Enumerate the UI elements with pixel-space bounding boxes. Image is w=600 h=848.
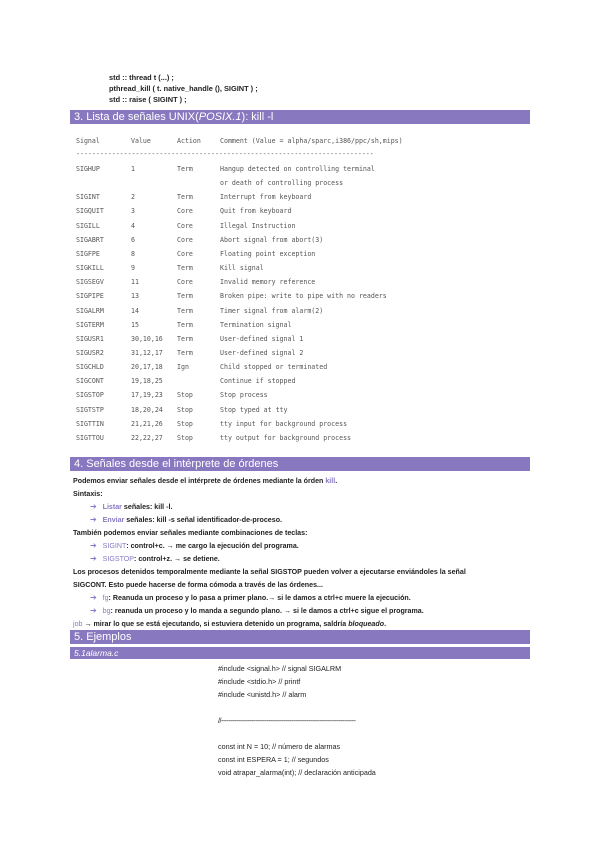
code-line: pthread_kill ( t. native_handle (), SIGINT ) ; — [109, 84, 258, 93]
comment-cell: Stop process — [220, 391, 268, 400]
signal-cell: SIGQUIT — [76, 207, 104, 216]
comment-cell: Abort signal from abort(3) — [220, 235, 324, 244]
comment-cell: Illegal Instruction — [220, 221, 296, 230]
action-cell: Term — [177, 165, 193, 173]
action-cell: Core — [177, 207, 193, 216]
comment-cell: tty output for background process — [220, 433, 352, 442]
value-cell: 20,17,18 — [131, 363, 163, 372]
action-cell: Core — [177, 249, 193, 258]
action-cell: Term — [177, 292, 193, 301]
action-cell: Core — [177, 235, 193, 244]
code-line: #include <signal.h> // signal SIGALRM — [218, 664, 342, 673]
action-cell: Stop — [177, 433, 193, 442]
value-cell: 18,20,24 — [131, 405, 163, 414]
value-cell: 22,22,27 — [131, 433, 163, 442]
comment-cell: or death of controlling process — [220, 179, 344, 188]
fg-link[interactable]: fg — [102, 594, 109, 602]
value-cell: 14 — [131, 306, 139, 315]
value-cell: 4 — [131, 221, 135, 230]
arrow-right-icon: ➔ — [90, 515, 97, 524]
code-line: const int ESPERA = 1; // segundos — [218, 755, 329, 764]
code-line: #include <stdio.h> // printf — [218, 677, 301, 686]
table-separator: --------------------------------------------------------------------------- — [76, 150, 374, 158]
comment-cell: Kill signal — [220, 264, 264, 273]
comment-cell: Floating point exception — [220, 249, 316, 258]
bottom-code-block — [218, 662, 376, 779]
action-cell: Term — [177, 193, 193, 202]
combos-line: También podemos enviar señales mediante combinaciones de teclas: — [73, 529, 308, 537]
action-cell: Term — [177, 334, 193, 343]
kill-link[interactable]: kill — [325, 477, 336, 485]
value-cell: 30,10,16 — [131, 334, 163, 343]
comment-cell: Broken pipe: write to pipe with no readers — [220, 292, 387, 301]
signal-cell: SIGINT — [76, 193, 100, 202]
value-cell: 2 — [131, 193, 135, 202]
value-cell: 31,12,17 — [131, 348, 163, 357]
signal-cell: SIGTERM — [76, 320, 104, 329]
value-cell: 3 — [131, 207, 135, 216]
comment-cell: Hangup detected on controlling terminal — [220, 165, 375, 173]
comment-cell: Timer signal from alarm(2) — [220, 306, 324, 315]
code-line: std :: raise ( SIGINT ) ; — [109, 95, 187, 104]
comment-cell: tty input for background process — [220, 419, 348, 428]
signal-cell: SIGUSR1 — [76, 334, 104, 343]
comment-cell: Interrupt from keyboard — [220, 193, 312, 202]
section-5-1-heading: 5.1alarma.c — [70, 647, 530, 659]
comment-cell: User-defined signal 1 — [220, 334, 304, 343]
job-link[interactable]: job — [73, 620, 83, 628]
value-cell: 15 — [131, 320, 139, 329]
code-line: //----------------------------------------------------------------------- — [218, 716, 356, 725]
action-cell: Term — [177, 320, 193, 329]
listar-link[interactable]: Listar — [102, 503, 122, 511]
arrow-right-icon: ➔ — [90, 593, 97, 602]
top-code-block — [109, 72, 258, 105]
action-cell: Stop — [177, 391, 193, 400]
syntax-label: Sintaxis: — [73, 490, 103, 498]
signal-cell: SIGPIPE — [76, 292, 104, 301]
action-cell: Term — [177, 306, 193, 315]
list-item: ➔ Listar señales: kill -l. — [90, 502, 173, 511]
value-cell: 13 — [131, 292, 139, 301]
intro-line: Podemos enviar señales desde el intérprete de órdenes mediante la órden kill. — [73, 477, 338, 485]
signal-cell: SIGHUP — [76, 165, 100, 173]
arrow-right-icon: ➔ — [90, 502, 97, 511]
value-cell: 8 — [131, 249, 135, 258]
signal-cell: SIGALRM — [76, 306, 104, 315]
list-item: ➔ SIGSTOP: control+z. → se detiene. — [90, 554, 220, 563]
section-3-heading: 3. Lista de señales UNIX(POSIX.1): kill -l — [70, 110, 530, 124]
list-item: ➔ bg: reanuda un proceso y lo manda a segundo plano. → si le damos a ctrl+c sigue el programa. — [90, 606, 424, 615]
bg-link[interactable]: bg — [102, 607, 111, 615]
signal-cell: SIGCHLD — [76, 363, 104, 372]
signal-cell: SIGCONT — [76, 377, 104, 386]
value-cell: 11 — [131, 278, 139, 287]
value-cell: 17,19,23 — [131, 391, 163, 400]
code-line — [218, 701, 376, 714]
comment-cell: Termination signal — [220, 320, 292, 329]
signal-cell: SIGKILL — [76, 264, 104, 273]
code-line: void atrapar_alarma(int); // declaración anticipada — [218, 768, 376, 777]
value-cell: 19,18,25 — [131, 377, 163, 386]
signal-cell: SIGILL — [76, 221, 100, 230]
section-4-heading: 4. Señales desde el intérprete de órdenes — [70, 457, 530, 471]
action-cell: Stop — [177, 405, 193, 414]
value-cell: 6 — [131, 235, 135, 244]
value-cell: 1 — [131, 165, 135, 173]
comment-cell: Continue if stopped — [220, 377, 296, 386]
list-item: ➔ fg: Reanuda un proceso y lo pasa a primer plano.→ si le damos a ctrl+c muere la ejecución. — [90, 593, 411, 602]
table-header: Signal Value Action Comment (Value = alpha/sparc,i386/ppc/sh,mips) — [76, 137, 403, 145]
signal-cell: SIGSEGV — [76, 278, 104, 287]
code-line: const int N = 10; // número de alarmas — [218, 742, 341, 751]
signal-cell: SIGUSR2 — [76, 348, 104, 357]
signal-cell: SIGFPE — [76, 249, 100, 258]
signal-cell: SIGTTOU — [76, 433, 104, 442]
value-cell: 9 — [131, 264, 135, 273]
action-cell: Ign — [177, 363, 189, 372]
arrow-right-icon: ➔ — [90, 606, 97, 615]
comment-cell: Stop typed at tty — [220, 405, 288, 414]
paragraph-line: Los procesos detenidos temporalmente mediante la señal SIGSTOP pueden volver a ejecutarse enviándoles la señal — [73, 568, 466, 576]
action-cell: Term — [177, 264, 193, 273]
action-cell: Stop — [177, 419, 193, 428]
section-5-heading: 5. Ejemplos — [70, 630, 530, 644]
list-item: ➔ SIGINT: control+c. → me cargo la ejecución del programa. — [90, 541, 299, 550]
action-cell: Core — [177, 221, 193, 230]
action-cell: Core — [177, 278, 193, 287]
sigint-link[interactable]: SIGINT — [102, 542, 127, 550]
enviar-link[interactable]: Enviar — [102, 516, 125, 524]
signal-cell: SIGTTIN — [76, 419, 104, 428]
paragraph-line: SIGCONT. Esto puede hacerse de forma cómoda a través de las órdenes... — [73, 581, 323, 589]
comment-cell: Invalid memory reference — [220, 278, 316, 287]
comment-cell: User-defined signal 2 — [220, 348, 304, 357]
sigstop-link[interactable]: SIGSTOP — [102, 555, 135, 563]
value-cell: 21,21,26 — [131, 419, 163, 428]
job-line: job → mirar lo que se está ejecutando, si estuviera detenido un programa, saldría bloqueado. — [73, 620, 387, 628]
comment-cell: Quit from keyboard — [220, 207, 292, 216]
signal-cell: SIGABRT — [76, 235, 104, 244]
code-line: #include <unistd.h> // alarm — [218, 690, 307, 699]
code-line — [218, 727, 376, 740]
action-cell: Term — [177, 348, 193, 357]
arrow-right-icon: ➔ — [90, 554, 97, 563]
code-line: std :: thread t (...) ; — [109, 73, 174, 82]
comment-cell: Child stopped or terminated — [220, 363, 328, 372]
arrow-right-icon: ➔ — [90, 541, 97, 550]
list-item: ➔ Enviar señales: kill -s señal identificador-de-proceso. — [90, 515, 282, 524]
signal-cell: SIGTSTP — [76, 405, 104, 414]
signal-cell: SIGSTOP — [76, 391, 104, 400]
